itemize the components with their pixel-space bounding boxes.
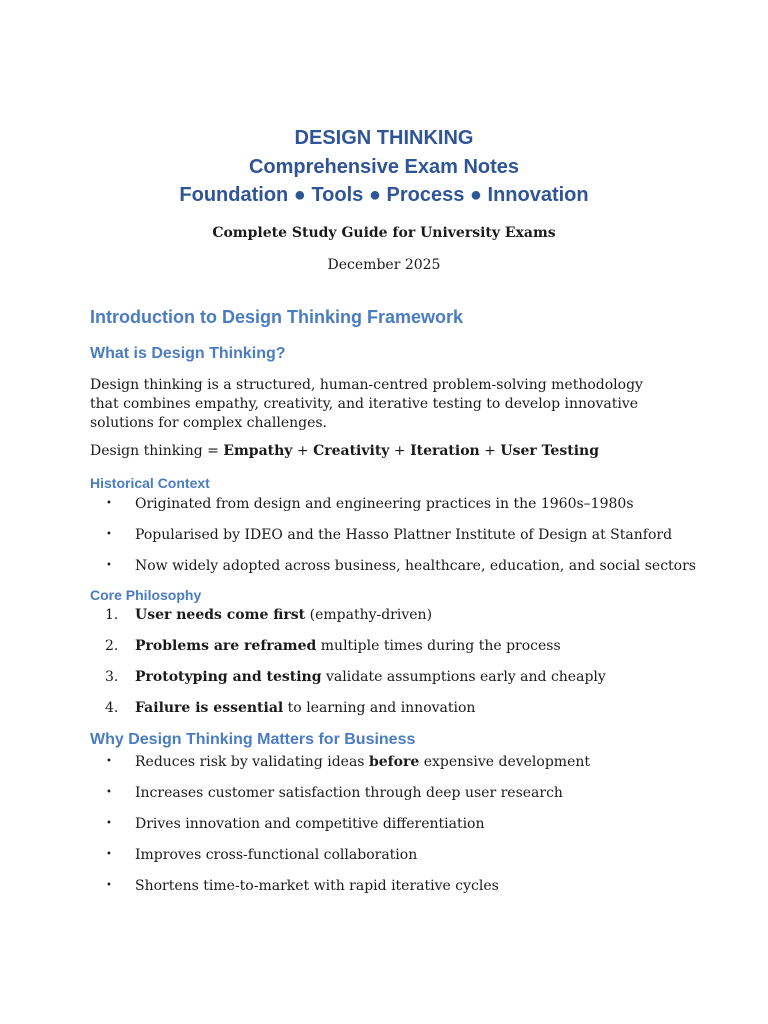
list-item-post: expensive development	[419, 754, 590, 770]
formula-plus: +	[389, 443, 411, 459]
list-item-text: Increases customer satisfaction through deep user research	[135, 785, 563, 801]
list-item-text	[135, 698, 475, 718]
subheading-what-is: What is Design Thinking?	[90, 345, 286, 362]
list-item-text: Originated from design and engineering practices in the 1960s–1980s	[135, 496, 634, 512]
list-item-rest: multiple times during the process	[316, 638, 561, 654]
bullet-marker: •	[106, 756, 112, 767]
formula-plus: +	[292, 443, 314, 459]
document-subtitle: Complete Study Guide for University Exams	[212, 225, 556, 241]
list-item-rest: (empathy-driven)	[305, 607, 433, 623]
bullet-marker: •	[106, 498, 112, 509]
subheading-business: Why Design Thinking Matters for Business	[90, 731, 416, 748]
list-item	[90, 605, 690, 636]
list-item	[90, 752, 690, 783]
list-item	[90, 698, 690, 729]
list-item	[90, 556, 696, 587]
list-item-rest: validate assumptions early and cheaply	[321, 669, 606, 685]
subheading-core-philosophy: Core Philosophy	[90, 587, 202, 603]
list-item-text	[135, 667, 606, 687]
list-item-text: Improves cross-functional collaboration	[135, 847, 418, 863]
list-item	[90, 814, 690, 845]
bullet-marker: •	[106, 849, 112, 860]
list-item-text: Now widely adopted across business, healthcare, education, and social sectors	[135, 558, 696, 574]
list-number: 4.	[105, 700, 119, 716]
formula-line	[90, 443, 599, 459]
list-item	[90, 845, 690, 876]
bullet-marker: •	[106, 880, 112, 891]
list-item-text	[135, 605, 432, 625]
formula-plus: +	[479, 443, 501, 459]
list-item-bold: Failure is essential	[135, 700, 284, 716]
list-item-text: Shortens time-to-market with rapid iterative cycles	[135, 878, 499, 894]
list-item-text: Popularised by IDEO and the Hasso Plattner Institute of Design at Stanford	[135, 527, 673, 543]
historical-list	[90, 494, 696, 587]
list-item-pre: Reduces risk by validating ideas	[135, 754, 369, 770]
list-number: 1.	[105, 607, 119, 623]
formula-term-user-testing: User Testing	[500, 443, 599, 459]
list-number: 2.	[105, 638, 119, 654]
list-item-bold: before	[368, 754, 420, 770]
subheading-historical-context: Historical Context	[90, 475, 210, 491]
list-item-bold: User needs come first	[135, 607, 306, 623]
list-item	[90, 667, 690, 698]
list-item	[90, 636, 690, 667]
bullet-marker: •	[106, 560, 112, 571]
philosophy-list	[90, 605, 690, 729]
list-item-bold: Problems are reframed	[135, 638, 317, 654]
formula-term-empathy: Empathy	[223, 443, 293, 459]
list-number: 3.	[105, 669, 119, 685]
title-line-1: DESIGN THINKING	[294, 127, 474, 149]
bullet-marker: •	[106, 529, 112, 540]
list-item	[90, 876, 690, 907]
title-line-2: Comprehensive Exam Notes	[248, 155, 520, 178]
list-item-text	[135, 752, 590, 772]
title-line-3: Foundation ● Tools ● Process ● Innovation	[179, 184, 589, 206]
list-item-text	[135, 636, 561, 656]
document-title	[0, 124, 768, 210]
list-item	[90, 783, 690, 814]
formula-term-creativity: Creativity	[313, 443, 390, 459]
list-item-bold: Prototyping and testing	[135, 669, 322, 685]
list-item-text: Drives innovation and competitive differentiation	[135, 816, 485, 832]
list-item	[90, 494, 690, 525]
formula-prefix: Design thinking =	[90, 443, 224, 459]
list-item	[90, 525, 690, 556]
document-date: December 2025	[327, 257, 441, 273]
list-item-rest: to learning and innovation	[283, 700, 476, 716]
business-list	[90, 752, 690, 907]
definition-paragraph: Design thinking is a structured, human-centred problem-solving methodology that combines empathy, creativity, and iterative testing to develop innovative solutions for complex challenges.	[90, 377, 643, 431]
bullet-marker: •	[106, 818, 112, 829]
section-heading-intro: Introduction to Design Thinking Framework	[90, 307, 464, 327]
formula-term-iteration: Iteration	[410, 443, 480, 459]
bullet-marker: •	[106, 787, 112, 798]
